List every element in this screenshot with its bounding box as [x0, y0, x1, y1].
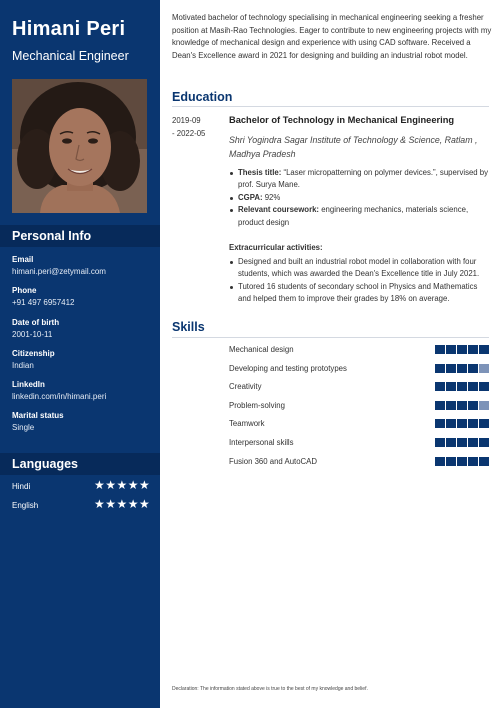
skill-level-segment — [446, 382, 456, 391]
school-name: Shri Yogindra Sagar Institute of Technology & Science, Ratlam , Madhya Pradesh — [229, 135, 478, 159]
dob-label: Date of birth — [12, 318, 60, 327]
skill-level-segment — [468, 438, 478, 447]
skill-name: Problem-solving — [229, 400, 285, 410]
skill-row — [229, 437, 489, 449]
language-rating-stars: ★★★★★ — [94, 497, 151, 511]
list-item: Designed and built an industrial robot model in collaboration with four students, which was awarded the Dean's Excellence title in July 2021. — [229, 256, 491, 281]
skill-level-segment — [446, 345, 456, 354]
portrait-image — [12, 79, 147, 213]
main-content — [160, 0, 500, 708]
skill-level-bar — [435, 364, 489, 373]
personal-info-heading: Personal Info — [12, 229, 92, 243]
linkedin-value[interactable]: linkedin.com/in/himani.peri — [12, 392, 107, 401]
dob-value: 2001-10-11 — [12, 330, 53, 339]
language-rating-stars: ★★★★★ — [94, 478, 151, 492]
languages-heading: Languages — [12, 457, 78, 471]
skill-name: Developing and testing prototypes — [229, 363, 347, 373]
skill-name: Teamwork — [229, 419, 265, 429]
skill-level-segment — [479, 345, 489, 354]
skill-level-segment — [435, 345, 445, 354]
citizenship-value: Indian — [12, 361, 34, 370]
skill-level-segment — [446, 438, 456, 447]
skill-row — [229, 381, 489, 393]
skill-level-segment — [457, 364, 467, 373]
skill-level-segment — [457, 345, 467, 354]
detail-text: 92% — [264, 192, 281, 202]
skill-level-segment — [435, 401, 445, 410]
skill-row — [229, 418, 489, 430]
skill-level-segment — [468, 419, 478, 428]
skill-level-segment — [435, 364, 445, 373]
skill-row — [229, 400, 489, 412]
skill-level-segment — [435, 419, 445, 428]
skill-level-segment — [446, 457, 456, 466]
skill-level-segment — [435, 382, 445, 391]
detail-label: Relevant coursework: — [238, 205, 320, 215]
skill-level-segment — [479, 438, 489, 447]
skill-name: Mechanical design — [229, 345, 294, 354]
skill-level-bar — [435, 457, 489, 466]
skill-name: Creativity — [229, 382, 262, 392]
marital-status-label: Marital status — [12, 411, 64, 420]
skill-level-segment — [468, 345, 478, 354]
skill-level-bar — [435, 382, 489, 391]
skill-row — [229, 456, 489, 468]
skill-level-segment — [446, 419, 456, 428]
linkedin-label: LinkedIn — [12, 380, 45, 389]
skill-level-segment — [468, 401, 478, 410]
skills-heading: Skills — [172, 320, 205, 334]
education-details — [229, 167, 491, 229]
skill-name: Fusion 360 and AutoCAD — [229, 456, 317, 466]
degree-title: Bachelor of Technology in Mechanical Engineering — [229, 115, 455, 125]
skill-level-segment — [468, 364, 478, 373]
skill-level-segment — [457, 438, 467, 447]
skill-row — [229, 363, 489, 375]
sidebar — [0, 0, 160, 708]
education-divider — [172, 106, 489, 107]
skill-level-segment — [457, 457, 467, 466]
education-heading: Education — [172, 90, 233, 104]
skill-level-segment — [479, 364, 489, 373]
phone-value: +91 497 6957412 — [12, 298, 75, 307]
detail-label: Thesis title: — [238, 168, 282, 177]
marital-status-value: Single — [12, 423, 35, 432]
phone-label: Phone — [12, 286, 37, 295]
skill-level-bar — [435, 419, 489, 428]
extracurricular-list — [229, 256, 491, 306]
skill-level-bar — [435, 345, 489, 354]
skill-name: Interpersonal skills — [229, 438, 294, 447]
job-title: Mechanical Engineer — [12, 49, 129, 63]
declaration-text: Declaration: The information stated above is true to the best of my knowledge and belief. — [172, 686, 368, 692]
skill-level-segment — [468, 382, 478, 391]
skill-level-segment — [457, 401, 467, 410]
language-hindi: Hindi — [12, 482, 31, 491]
list-item — [229, 167, 491, 192]
email-label: Email — [12, 255, 34, 264]
education-start-date: 2019-09 — [172, 116, 201, 125]
skill-level-segment — [468, 457, 478, 466]
skill-row — [229, 344, 489, 356]
education-end-date: - 2022-05 — [172, 128, 206, 138]
skill-level-segment — [446, 401, 456, 410]
skill-level-bar — [435, 401, 489, 410]
skill-level-segment — [479, 457, 489, 466]
education-dates — [172, 115, 205, 140]
list-item: Tutored 16 students of secondary school in Physics and Mathematics and helped them to improve their grades by 18% on average. — [229, 281, 491, 306]
skill-level-segment — [457, 382, 467, 391]
profile-photo — [12, 79, 147, 213]
skill-level-bar — [435, 438, 489, 447]
skill-level-segment — [435, 438, 445, 447]
skill-level-segment — [479, 382, 489, 391]
language-english: English — [12, 501, 39, 510]
list-item — [229, 204, 491, 229]
profile-summary: Motivated bachelor of technology specialising in mechanical engineering seeking a fresher position at Masih-Rao Technologies. Eager to contribute to new engineering projects with my knowledge of mechanical design and experience with using CAD software. Received a Dean's Excellence award in 2021 for designing and building an industrial robot model. — [172, 13, 492, 60]
detail-label: CGPA: — [238, 192, 263, 202]
skill-level-segment — [435, 457, 445, 466]
list-item — [229, 192, 491, 204]
citizenship-label: Citizenship — [12, 349, 55, 358]
skill-level-segment — [446, 364, 456, 373]
skills-divider — [172, 337, 489, 338]
detail-text: engineering mechanics, materials science, product design — [238, 205, 469, 227]
skill-level-segment — [479, 401, 489, 410]
skill-level-segment — [457, 419, 467, 428]
candidate-name: Himani Peri — [12, 18, 126, 40]
email-value[interactable]: himani.peri@zetymail.com — [12, 267, 106, 276]
extracurricular-heading: Extracurricular activities: — [229, 243, 323, 252]
skill-level-segment — [479, 419, 489, 428]
detail-text: “Laser micropatterning on polymer devices.”, supervised by prof. Surya Mane. — [238, 168, 489, 190]
